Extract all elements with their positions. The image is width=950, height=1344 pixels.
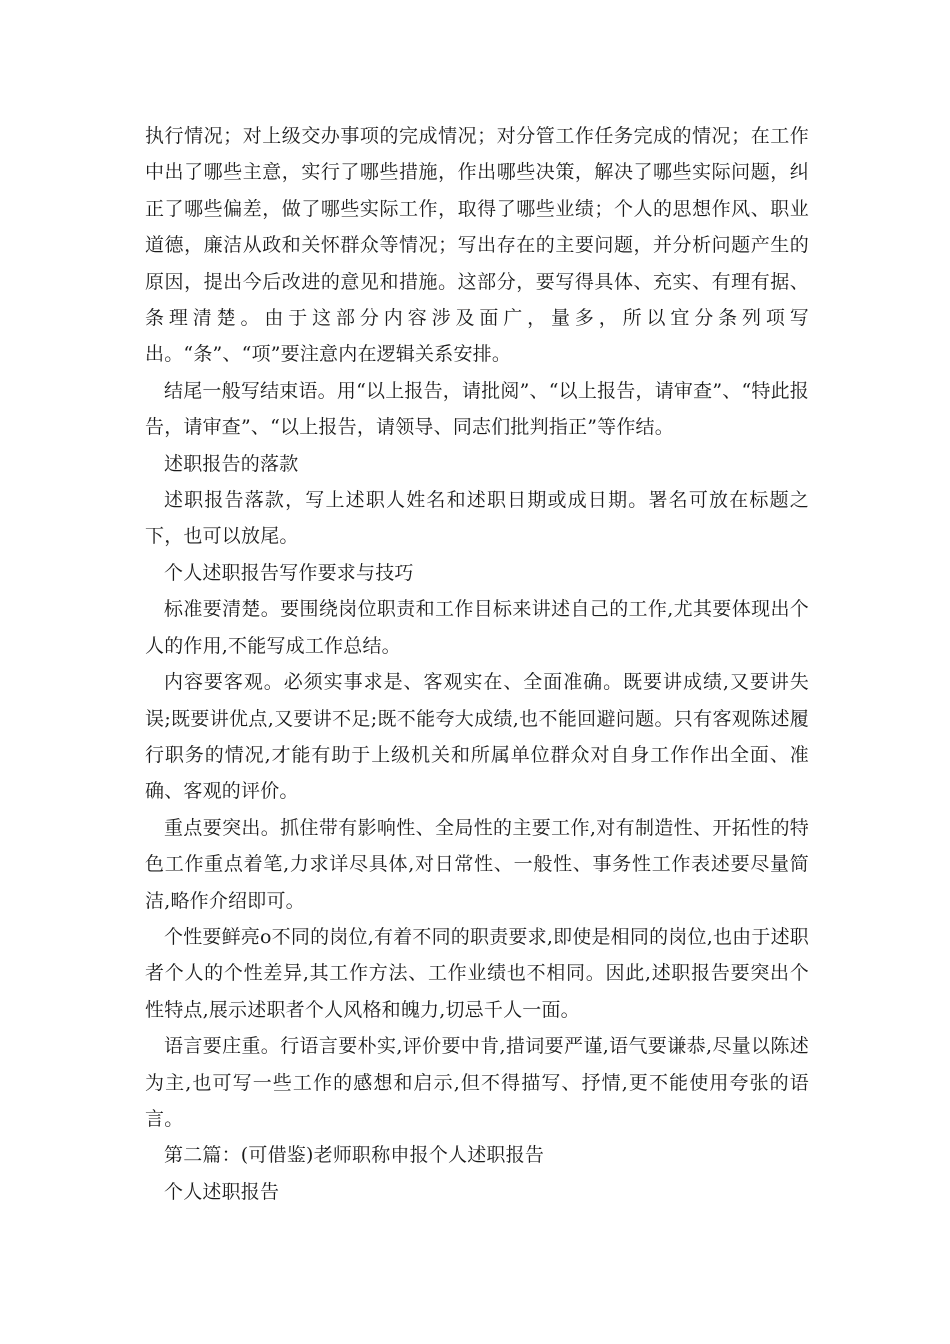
paragraph-duty-details: 执行情况；对上级交办事项的完成情况；对分管工作任务完成的情况；在工作中出了哪些主意，实行了哪些措施，作出哪些决策，解决了哪些实际问题，纠正了哪些偏差，做了哪些实际工作，取得了哪些业绩；个人的思想作风、职业道德，廉洁从政和关怀群众等情况；写出存在的主要问题，并分析问题产生的原因，提出今后改进的意见和措施。这部分，要写得具体、充实、有理有据、条理清楚。由于这部分内容涉及面广，量多，所以宜分条列项写出。“条”、“项”要注意内在逻辑关系安排。 xyxy=(145,125,809,366)
paragraph-objective-content: 内容要客观。必须实事求是、客观实在、全面准确。既要讲成绩,又要讲失误;既要讲优点,又要讲不足;既不能夸大成绩,也不能回避问题。只有客观陈述履行职务的情况,才能有助于上级机关和所属单位群众对自身工作作出全面、准确、客观的评价。 xyxy=(145,671,809,803)
paragraph-highlight-focus: 重点要突出。抓住带有影响性、全局性的主要工作,对有制造性、开拓性的特色工作重点着笔,力求详尽具体,对日常性、一般性、事务性工作表述要尽量简洁,略作介绍即可。 xyxy=(145,816,809,912)
heading-signature-section: 述职报告的落款 xyxy=(164,452,299,475)
paragraph-formal-language: 语言要庄重。行语言要朴实,评价要中肯,措词要严谨,语气要谦恭,尽量以陈述为主,也可写一些工作的感想和启示,但不得描写、抒情,更不能使用夸张的语言。 xyxy=(145,1035,809,1130)
heading-writing-tips: 个人述职报告写作要求与技巧 xyxy=(164,561,414,584)
paragraph-distinct-personality: 个性要鲜亮o不同的岗位,有着不同的职责要求,即使是相同的岗位,也由于述职者个人的个性差异,其工作方法、工作业绩也不相同。因此,述职报告要突出个性特点,展示述职者个人风格和魄力,切忌千人一面。 xyxy=(145,925,809,1021)
paragraph-closing-remarks: 结尾一般写结束语。用“以上报告，请批阅”、“以上报告，请审查”、“特此报告，请审查”、“以上报告，请领导、同志们批判指正”等作结。 xyxy=(145,379,809,439)
heading-personal-report: 个人述职报告 xyxy=(164,1180,280,1203)
paragraph-clear-standard: 标准要清楚。要围绕岗位职责和工作目标来讲述自己的工作,尤其要体现出个人的作用,不能写成工作总结。 xyxy=(145,598,809,657)
heading-second-article: 第二篇：(可借鉴)老师职称申报个人述职报告 xyxy=(164,1144,545,1167)
paragraph-signature-details: 述职报告落款，写上述职人姓名和述职日期或成日期。署名可放在标题之下，也可以放尾。 xyxy=(145,489,809,548)
document-body xyxy=(145,118,809,1210)
